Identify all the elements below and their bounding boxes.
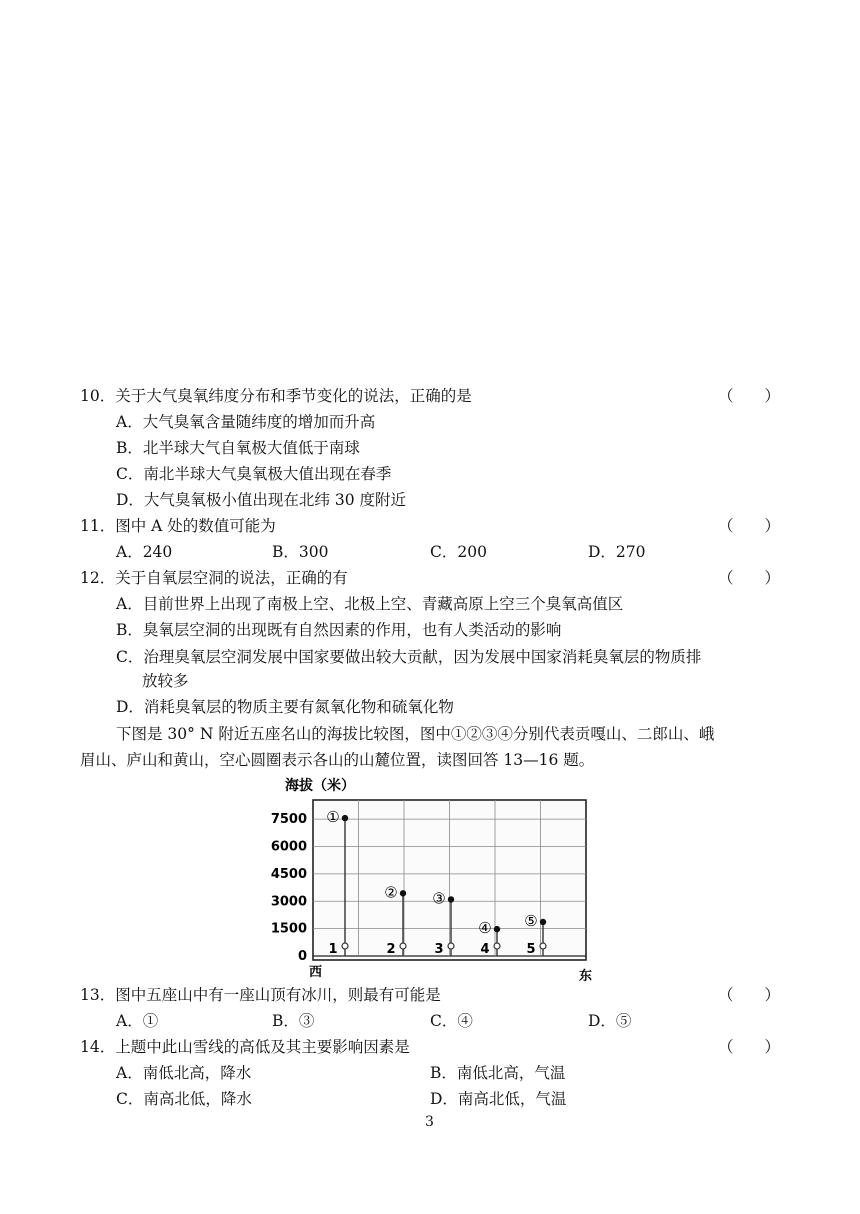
q11-option-a: A．240	[116, 543, 173, 561]
q11-answer-bracket: （ ）	[718, 517, 781, 535]
peak-point	[448, 896, 454, 902]
base-label: 2	[386, 942, 396, 957]
q10-option-c: C．南北半球大气臭氧极大值出现在春季	[116, 465, 392, 483]
foot-point	[494, 943, 500, 949]
peak-label: ⑤	[524, 911, 538, 930]
q14-answer-bracket: （ ）	[718, 1038, 781, 1056]
peak-point	[540, 919, 546, 925]
q11-option-d: D．270	[588, 543, 646, 561]
peak-label: ①	[326, 808, 340, 827]
x-axis-west-label: 西	[309, 965, 323, 980]
page-number: 3	[425, 1114, 434, 1130]
q12-answer-bracket: （ ）	[718, 569, 781, 587]
foot-point	[448, 943, 454, 949]
q13-answer-bracket: （ ）	[718, 986, 781, 1004]
peak-label: ④	[478, 919, 492, 938]
base-label: 3	[434, 942, 444, 957]
q12-option-d: D．消耗臭氧层的物质主要有氮氧化物和硫氧化物	[116, 698, 454, 716]
q10-option-a: A．大气臭氧含量随纬度的增加而升高	[116, 413, 376, 431]
q12-option-a: A．目前世界上出现了南极上空、北极上空、青藏高原上空三个臭氧高值区	[116, 595, 624, 613]
y-tick-label: 4500	[270, 866, 307, 882]
y-tick-label: 7500	[270, 812, 307, 828]
q14-option-a: A．南低北高，降水	[116, 1064, 252, 1082]
q14-stem: 14．上题中此山雪线的高低及其主要影响因素是	[80, 1038, 410, 1056]
q12-option-b: B．臭氧层空洞的出现既有自然因素的作用，也有人类活动的影响	[116, 621, 562, 639]
q13-option-a: A．①	[116, 1012, 159, 1030]
q13-stem: 13．图中五座山中有一座山顶有冰川，则最有可能是	[80, 986, 441, 1004]
q10-option-d: D．大气臭氧极小值出现在北纬 30 度附近	[116, 491, 407, 509]
y-tick-label: 0	[297, 949, 307, 964]
base-label: 4	[480, 942, 490, 957]
figure-intro-line-2: 眉山、庐山和黄山，空心圆圈表示各山的山麓位置，读图回答 13—16 题。	[80, 751, 595, 769]
foot-point	[342, 943, 348, 949]
q13-option-c: C．④	[430, 1012, 473, 1030]
y-axis-title: 海拔（米）	[285, 778, 355, 794]
peak-point	[400, 890, 406, 896]
foot-point	[400, 943, 406, 949]
y-tick-labels	[271, 812, 307, 964]
peak-point	[342, 815, 348, 821]
q14-option-b: B．南低北高，气温	[430, 1064, 566, 1082]
q12-stem: 12．关于自氧层空洞的说法，正确的有	[80, 569, 348, 587]
q12-option-c-continued: 放较多	[142, 672, 189, 690]
figure-intro-line-1: 下图是 30° N 附近五座名山的海拔比较图，图中①②③④分别代表贡嘎山、二郎山、峨	[116, 725, 715, 743]
q13-option-b: B．③	[272, 1012, 315, 1030]
q12-option-c: C．治理臭氧层空洞发展中国家要做出较大贡献，因为发展中国家消耗臭氧层的物质排	[116, 648, 702, 666]
altitude-chart	[265, 776, 595, 982]
q11-option-c: C．200	[430, 543, 487, 561]
q11-stem: 11．图中 A 处的数值可能为	[80, 517, 276, 535]
base-label: 5	[526, 942, 536, 957]
q11-option-b: B．300	[272, 543, 329, 561]
foot-point	[540, 943, 546, 949]
y-tick-label: 6000	[270, 839, 307, 855]
q10-option-b: B．北半球大气自氧极大值低于南球	[116, 439, 360, 457]
q10-stem: 10．关于大气臭氧纬度分布和季节变化的说法，正确的是	[80, 387, 472, 405]
peak-label: ②	[384, 883, 398, 902]
x-axis-east-label: 东	[579, 969, 593, 982]
q13-option-d: D．⑤	[588, 1012, 632, 1030]
peak-label: ③	[432, 889, 446, 908]
base-label: 1	[328, 942, 338, 957]
q10-answer-bracket: （ ）	[718, 387, 781, 405]
peak-point	[494, 926, 500, 932]
q14-option-d: D．南高北低，气温	[430, 1090, 567, 1108]
q14-option-c: C．南高北低，降水	[116, 1090, 252, 1108]
y-tick-label: 1500	[270, 921, 307, 937]
y-tick-label: 3000	[270, 894, 307, 910]
